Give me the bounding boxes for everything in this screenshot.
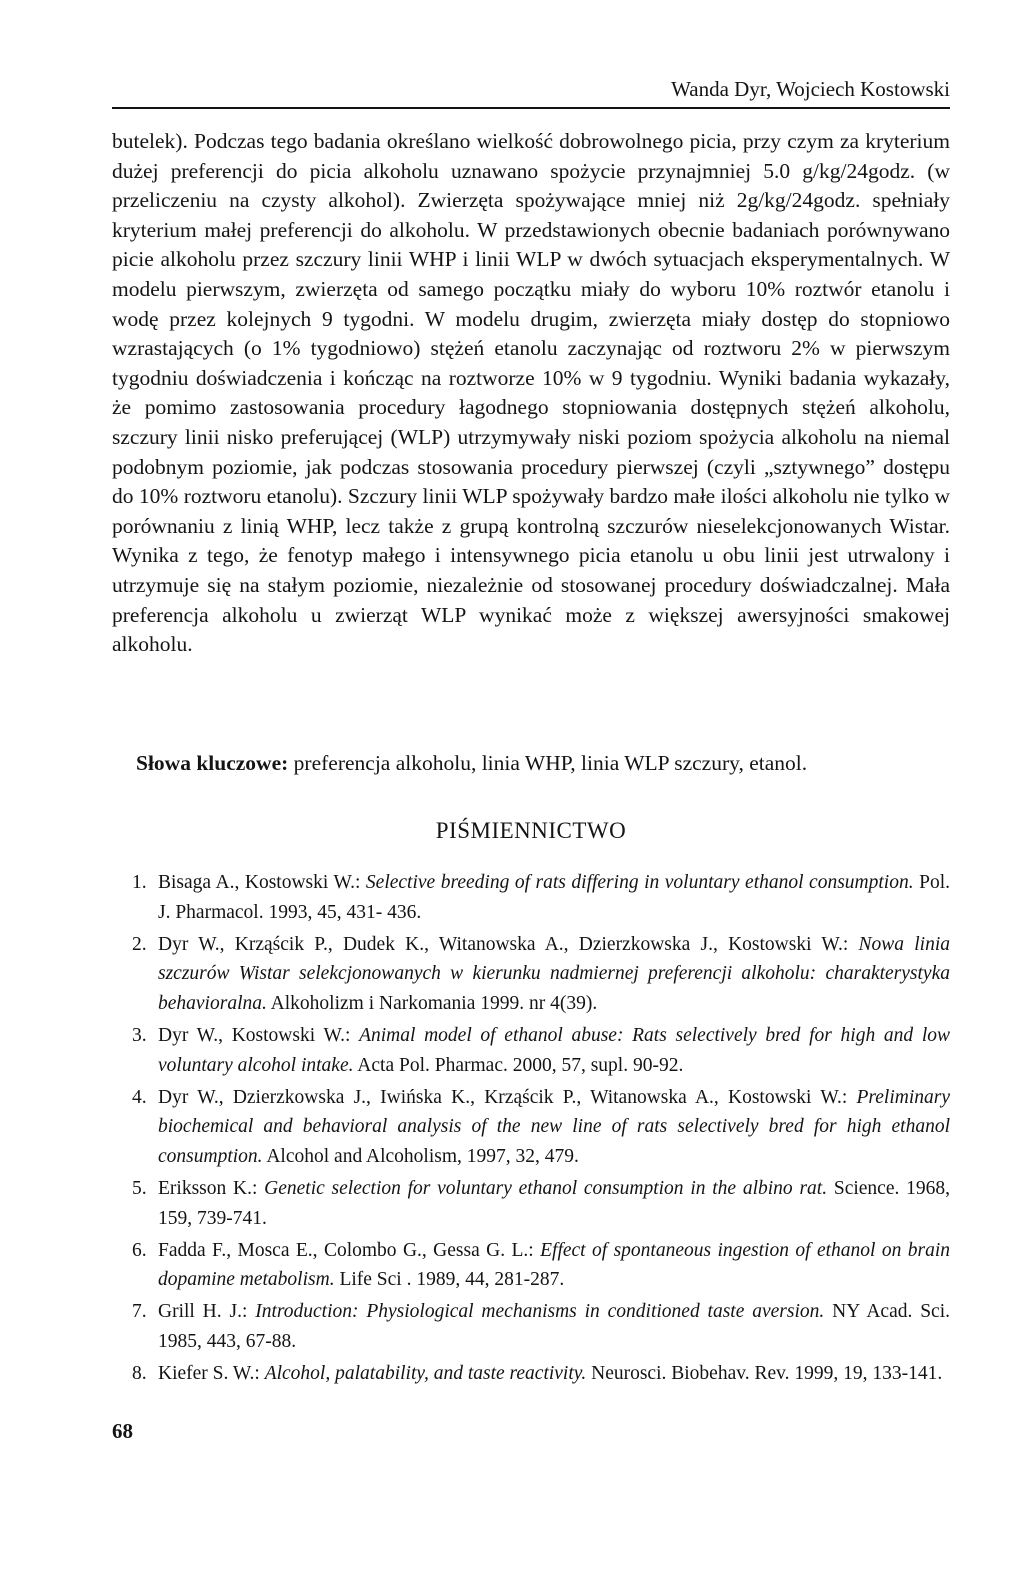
reference-title: Nowa linia szczurów Wistar selekcjonowanych w kierunku nadmiernej preferencji alkoholu: charakterystyka behavioralna. <box>158 933 950 1015</box>
header-rule <box>112 107 950 109</box>
reference-authors: Eriksson K.: <box>158 1177 265 1199</box>
reference-number: 6. <box>132 1239 147 1261</box>
reference-item-3 <box>112 1021 950 1081</box>
reference-number: 3. <box>132 1024 147 1046</box>
keywords-label: Słowa kluczowe: <box>136 751 289 775</box>
reference-item-7 <box>112 1297 950 1357</box>
reference-source: Alcohol and Alcoholism, 1997, 32, 479. <box>262 1146 579 1168</box>
reference-source: NY Acad. Sci. 1985, 443, 67-88. <box>158 1301 950 1352</box>
reference-title: Effect of spontaneous ingestion of ethanol on brain dopamine metabolism. <box>158 1239 950 1291</box>
running-header: Wanda Dyr, Wojciech Kostowski <box>671 77 950 101</box>
references-list <box>112 868 950 1391</box>
keywords <box>136 748 950 778</box>
reference-item-2 <box>112 930 950 1019</box>
reference-source: Alkoholizm i Narkomania 1999. nr 4(39). <box>266 993 598 1015</box>
reference-source: Neurosci. Biobehav. Rev. 1999, 19, 133-141. <box>586 1362 943 1384</box>
reference-title: Animal model of ethanol abuse: Rats selectively bred for high and low voluntary alcohol intake. <box>158 1024 950 1076</box>
reference-source: Life Sci . 1989, 44, 281-287. <box>334 1269 565 1291</box>
reference-authors: Bisaga A., Kostowski W.: <box>158 872 366 893</box>
reference-title: Alcohol, palatability, and taste reactivity. <box>264 1362 587 1384</box>
reference-authors: Grill H. J.: <box>158 1301 256 1323</box>
reference-authors: Dyr W., Dzierzkowska J., Iwińska K., Krząścik P., Witanowska A., Kostowski W.: <box>158 1086 857 1108</box>
reference-item-1 <box>112 868 950 928</box>
reference-number: 1. <box>132 872 147 893</box>
reference-title: Selective breeding of rats differing in voluntary ethanol consumption. <box>365 872 914 893</box>
reference-number: 2. <box>132 933 147 955</box>
reference-number: 5. <box>132 1177 147 1199</box>
reference-title: Introduction: Physiological mechanisms in conditioned taste aversion. <box>255 1301 825 1323</box>
reference-item-4 <box>112 1083 950 1172</box>
keywords-text: preferencja alkoholu, linia WHP, linia WLP szczury, etanol. <box>293 751 808 775</box>
reference-title: Preliminary biochemical and behavioral analysis of the new line of rats selectively bred for high ethanol consumption. <box>158 1086 950 1168</box>
reference-authors: Fadda F., Mosca E., Colombo G., Gessa G. L.: <box>158 1239 541 1261</box>
reference-authors: Kiefer S. W.: <box>158 1362 265 1384</box>
reference-source: Acta Pol. Pharmac. 2000, 57, supl. 90-92. <box>353 1054 684 1076</box>
page-number: 68 <box>112 1419 133 1443</box>
reference-title: Genetic selection for voluntary ethanol consumption in the albino rat. <box>264 1177 828 1199</box>
reference-number: 7. <box>132 1301 147 1323</box>
reference-authors: Dyr W., Krząścik P., Dudek K., Witanowska A., Dzierzkowska J., Kostowski W.: <box>158 933 859 955</box>
reference-number: 4. <box>132 1086 147 1108</box>
reference-number: 8. <box>132 1362 147 1384</box>
reference-item-5 <box>112 1174 950 1234</box>
reference-item-6 <box>112 1236 950 1296</box>
reference-authors: Dyr W., Kostowski W.: <box>158 1024 360 1046</box>
reference-source: Pol. J. Pharmacol. 1993, 45, 431- 436. <box>158 872 951 923</box>
reference-item-8 <box>112 1359 950 1389</box>
abstract-paragraph: butelek). Podczas tego badania określano wielkość dobrowolnego picia, przy czym za kryterium dużej preferencji do picia alkoholu uznawano spożycie przynajmniej 5.0 g/kg/24godz. (w przeliczeniu na czysty alkohol). Zwierzęta spożywające mniej niż 2g/kg/24godz. spełniały kryterium małej preferencji do alkoholu. W przedstawionych obecnie badaniach porównywano picie alkoholu przez szczury linii WHP i linii WLP w dwóch sytuacjach eksperymentalnych. W modelu pierwszym, zwierzęta od samego początku miały do wyboru 10% roztwór etanolu i wodę przez kolejnych 9 tygodni. W modelu drugim, zwierzęta miały dostęp do stopniowo wzrastających (o 1% tygodniowo) stężeń etanolu zaczynając od roztworu 2% w pierwszym tygodniu doświadczenia i kończąc na roztworze 10% w 9 tygodniu. Wyniki badania wykazały, że pomimo zastosowania procedury łagodnego stopniowania dostępnych stężeń alkoholu, szczury linii nisko preferującej (WLP) utrzymywały niski poziom spożycia alkoholu na niemal podobnym poziomie, jak podczas stosowania procedury pierwszej (czyli „sztywnego” dostępu do 10% roztworu etanolu). Szczury linii WLP spożywały bardzo małe ilości alkoholu nie tylko w porównaniu z linią WHP, lecz także z grupą kontrolną szczurów nieselekcjonowanych Wistar. Wynika z tego, że fenotyp małego i intensywnego picia etanolu u obu linii jest utrwalony i utrzymuje się na stałym poziomie, niezależnie od stosowanej procedury doświadczalnej. Mała preferencja alkoholu u zwierząt WLP wynikać może z większej awersyjności smakowej alkoholu. <box>112 129 950 657</box>
reference-source: Science. 1968, 159, 739-741. <box>158 1177 950 1229</box>
references-heading: PIŚMIENNICTWO <box>435 818 627 843</box>
